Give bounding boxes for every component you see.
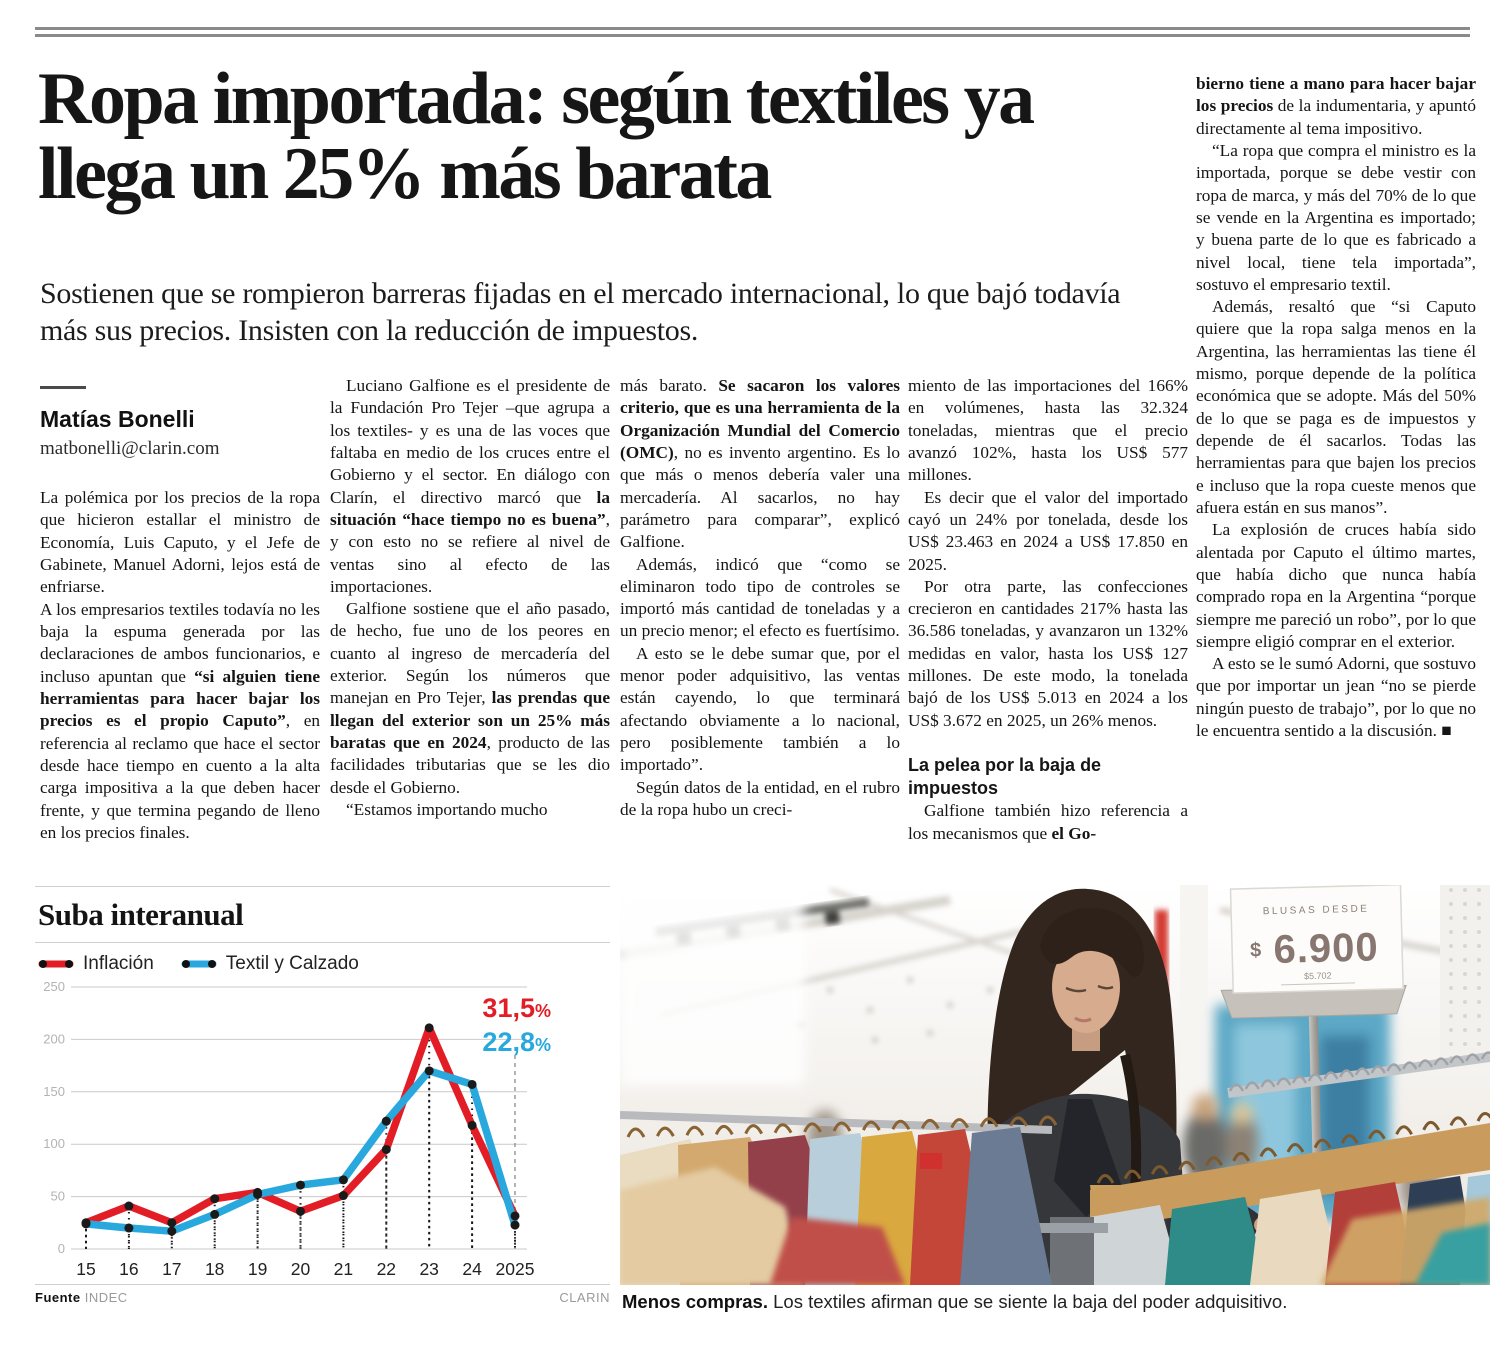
paragraph: miento de las importaciones del 166% en volúmenes, hasta las 32.324 toneladas, mientras que el precio avanzó 102%, hasta los US$ 577 millones. — [908, 376, 1188, 485]
chart-credit: CLARIN — [559, 1290, 610, 1305]
headline: Ropa importada: según textiles ya llega un 25% más barata — [38, 58, 1033, 215]
svg-text:17: 17 — [162, 1259, 182, 1279]
paragraph: La explosión de cruces había sido alentada por Caputo el último martes, que había dicho que nunca había comprado ropa en la Argentina “porque siempre me pareció un robo”, por lo que siempre eligió comprar en el exterior. — [1196, 520, 1476, 651]
paragraph: más barato. Se sacaron los valores criterio, que es una herramienta de la Organización Mundial del Comercio (OMC), no es invento argentino. Es lo que más o menos debería valer una mercadería. Al sacarlos, no hay parámetro para comparar”, explicó Galfione. — [620, 376, 900, 552]
svg-text:0: 0 — [57, 1241, 65, 1256]
svg-text:24: 24 — [462, 1259, 482, 1279]
svg-text:18: 18 — [204, 1259, 225, 1279]
article-column-1 — [40, 380, 320, 858]
byline-email: matbonelli@clarin.com — [40, 437, 220, 459]
paragraph: bierno tiene a mano para hacer bajar los precios de la indumentaria, y apuntó directamente al tema impositivo. — [1196, 74, 1476, 138]
paragraph: La pelea por la baja de impuestos — [908, 755, 1102, 799]
sign-small-price: $5.702 — [1303, 970, 1332, 982]
svg-text:21: 21 — [333, 1259, 354, 1279]
svg-text:150: 150 — [43, 1083, 65, 1099]
masthead-rule-bottom — [35, 34, 1470, 37]
svg-text:100: 100 — [43, 1136, 65, 1152]
rack-bar — [1036, 1223, 1108, 1233]
svg-text:15: 15 — [76, 1259, 96, 1279]
legend-item — [37, 953, 154, 975]
paragraph: A esto se le debe sumar que, por el menor poder adquisitivo, las ventas están cayendo, lo que terminará afectando obviamente a lo nacional, pero posiblemente también a lo importado”. — [620, 643, 900, 775]
svg-text:19: 19 — [247, 1259, 268, 1279]
legend-marker — [37, 957, 75, 971]
caption-lead: Menos compras. — [622, 1291, 768, 1312]
article-column-3 — [620, 375, 900, 858]
paragraph: Galfione también hizo referencia a los mecanismos que el Go- — [908, 801, 1188, 843]
svg-text:250: 250 — [43, 979, 65, 994]
byline — [40, 386, 320, 461]
chart-footer — [35, 1290, 610, 1305]
paragraph: “La ropa que compra el ministro es la importada, porque se debe vestir con ropa de marca, y más del 70% de lo que se vende en la Argentina es importado; y buena parte de lo que es fabricado a nivel local, tiene tela importada”, sostuvo el empresario textil. — [1196, 140, 1476, 294]
sign-line1: BLUSAS DESDE — [1262, 903, 1370, 918]
legend-marker — [180, 957, 218, 971]
svg-text:31,5%: 31,5% — [482, 993, 551, 1023]
legend-label: Inflación — [83, 953, 154, 974]
chart-block — [35, 886, 610, 1320]
chart-source: Fuente INDEC — [35, 1290, 128, 1305]
paragraph: A los empresarios textiles todavía no les baja la espuma generada por las declaraciones de ambos funcionarios, e incluso apuntan que “si alguien tiene herramientas para hacer bajar los precios es el propio Caputo”, en referencia al reclamo que hace el sector desde hace tiempo en cuento a la alta carga impositiva a la que deben hacer frente, y que termina pegando de lleno en los precios finales. — [40, 599, 320, 842]
sign-price: 6.900 — [1272, 925, 1380, 973]
legend-label: Textil y Calzado — [225, 953, 359, 974]
caption-text: Los textiles afirman que se siente la baja del poder adquisitivo. — [768, 1291, 1288, 1312]
legend-item — [180, 953, 359, 975]
svg-text:50: 50 — [50, 1188, 65, 1204]
paragraph: Galfione sostiene que el año pasado, de hecho, fue uno de los peores en cuanto al ingreso de mercadería del exterior. Según los números que manejan en Pro Tejer, las prendas que llegan del exterior son un 25% más baratas que en 2024, producto de las facilidades tributarias que se les dio desde el Gobierno. — [330, 599, 610, 797]
chart-title-rule — [35, 942, 610, 943]
byline-author: Matías Bonelli — [40, 406, 195, 432]
article-column-2 — [330, 375, 610, 858]
svg-text:16: 16 — [119, 1259, 139, 1279]
window-glow — [620, 885, 805, 1085]
paragraph: A esto se le sumó Adorni, que sostuvo que por importar un jean “no se pierde ningún puesto de trabajo”, por lo que no le encuentra sentido a la discusión. ■ — [1196, 654, 1476, 741]
svg-text:200: 200 — [43, 1031, 65, 1047]
paragraph: “Estamos importando mucho — [346, 799, 548, 819]
paragraph: Luciano Galfione es el presidente de la Fundación Pro Tejer –que agrupa a los textiles- y es una de las voces que faltaba en medio de los cruces entre el Gobierno y el sector. En diálogo con Clarín, el directivo marcó que la situación “hace tiempo no es buena”, y con esto no se refiere al nivel de ventas sino al efecto de las importaciones. — [330, 376, 610, 596]
svg-text:23: 23 — [419, 1259, 439, 1279]
chart-top-rule — [35, 886, 610, 887]
svg-text:22,8%: 22,8% — [482, 1027, 551, 1057]
red-price-tag — [920, 1153, 942, 1169]
pegboard-dots — [1440, 885, 1490, 1060]
svg-text:22: 22 — [376, 1259, 397, 1279]
line-chart — [35, 977, 610, 1289]
article-column-4 — [908, 375, 1188, 858]
chart-title: Suba interanual — [38, 897, 244, 932]
photo-caption — [622, 1291, 1492, 1313]
subhead: Sostienen que se rompieron barreras fijadas en el mercado internacional, lo que bajó todavía más sus precios. Insisten con la reducción de impuestos. — [40, 277, 1121, 347]
paragraph: Es decir que el valor del importado cayó un 24% por tonelada, desde los US$ 23.463 en 2024 a US$ 17.850 en 2025. — [908, 487, 1188, 574]
chart-legend — [37, 953, 610, 975]
byline-rule — [40, 386, 86, 389]
paragraph: Además, indicó que “como se eliminaron todo tipo de controles se importó más cantidad de toneladas y a un precio menor; el efecto es fuertísimo. — [620, 554, 900, 641]
store-photo — [620, 885, 1490, 1285]
paragraph: Por otra parte, las confecciones crecieron en cantidades 217% hasta las 36.586 toneladas, y avanzaron un 132% medidas en valor, hasta los US$ 127 millones. De este modo, la tonelada bajó de los US$ 5.013 en 2024 a los US$ 3.672 en 2025, un 26% menos. — [908, 576, 1188, 730]
masthead-rule-top — [35, 27, 1470, 30]
chart-foot-rule — [35, 1284, 610, 1285]
paragraph: Además, resaltó que “si Caputo quiere que la ropa salga menos en la Argentina, las herramientas las tiene él mismo, porque depende de la política económica que se adopte. Más del 50% de lo que se paga es de impuestos y depende de él sacarlos. Todas las herramientas para que bajen los precios e incluso que la ropa cueste menos que afuera están en sus manos”. — [1196, 297, 1476, 517]
sign-currency: $ — [1249, 939, 1262, 962]
left-rack — [620, 1115, 1056, 1285]
paragraph: La polémica por los precios de la ropa que hicieron estallar el ministro de Economía, Luis Caputo, y el Jefe de Gabinete, Manuel Adorni, lejos está de enfriarse. — [40, 488, 320, 597]
svg-text:20: 20 — [290, 1259, 311, 1279]
article-column-5 — [1196, 73, 1476, 859]
paragraph: Según datos de la entidad, en el rubro de la ropa hubo un creci- — [620, 777, 900, 819]
svg-text:2025: 2025 — [495, 1259, 535, 1279]
